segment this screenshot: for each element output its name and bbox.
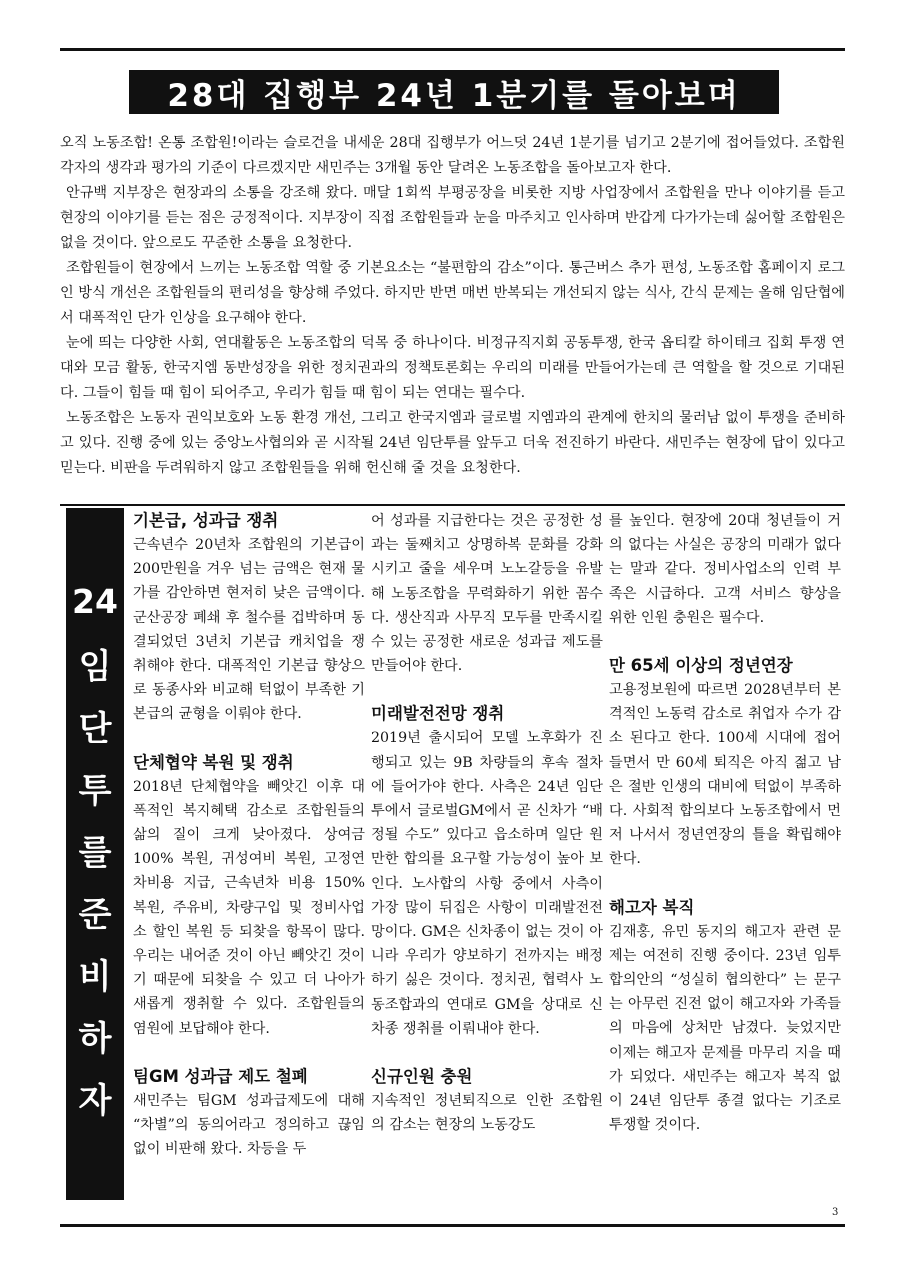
section-body-basic-pay: 근속년수 20년차 조합원의 기본급이 200만원을 겨우 넘는 금액은 현재 물가를 감안하면 현저히 낮은 금액이다. 군산공장 폐쇄 후 철수를 겁박하며 동결되었던 3년치 기본급 캐치업을 쟁취해야 한다. 대폭적인 기본급 향상으로 동종사와 비교해 턱없이 부족한 기본급의 균형을 이뤄야 한다. [133, 537, 365, 723]
section-heading-hiring: 신규인원 충원 [371, 1067, 473, 1087]
banner-char: 임 [78, 647, 112, 687]
banner-char: 단 [78, 709, 112, 749]
section-heading-reinstatement: 해고자 복직 [609, 897, 695, 917]
page-title: 28대 집행부 24년 1분기를 돌아보며 [167, 77, 741, 114]
banner-char: 투 [78, 771, 112, 811]
section-heading-cba: 단체협약 복원 및 쟁취 [133, 752, 294, 772]
vertical-banner [66, 508, 124, 1200]
section-body-team-gm: 새민주는 팀GM 성과급제도에 대해 “차별”의 동의어라고 정의하고 끊임없이 비판해 왔다. 차등을 두 [133, 1092, 365, 1158]
intro-paragraph: 안규백 지부장은 현장과의 소통을 강조해 왔다. 매달 1회씩 부평공장을 비롯한 지방 사업장에서 조합원을 만나 이야기를 듣고 현장의 이야기를 듣는 점은 긍정적이다. 지부장이 직접 조합원들과 눈을 마주치고 인사하며 반갑게 다가가는데 싫어할 조합원은 없을 것이다. 앞으로도 꾸준한 소통을 요청한다. [60, 185, 845, 251]
bottom-rule [60, 1224, 845, 1227]
banner-char: 준 [78, 895, 112, 935]
section-heading-team-gm: 팀GM 성과급 제도 철폐 [133, 1066, 308, 1086]
intro-paragraph: 조합원들이 현장에서 느끼는 노동조합 역할 중 기본요소는 “불편함의 감소”이다. 통근버스 추가 편성, 노동조합 홈페이지 로그인 방식 개선은 조합원들의 편리성을 향상해 주었다. 하지만 반면 매번 반복되는 개선되지 않는 식사, 간식 문제는 올해 임단협에서 대폭적인 단가 인상을 요구해야 한다. [60, 260, 845, 326]
title-banner [129, 70, 779, 114]
section-body-team-gm-cont: 어 성과를 지급한다는 것은 공정한 성과는 둘째치고 상명하복 문화를 강화시키고 줄을 세우며 노노갈등을 유발해 노동조합을 무력화하기 위한 꼼수다. 생산직과 사무직 모두를 만족시킬 수 있는 공정한 새로운 성과급 제도를 만들어야 한다. [371, 513, 603, 675]
banner-char: 하 [78, 1019, 112, 1059]
section-body-cba: 2018년 단체협약을 빼앗긴 이후 대폭적인 복지혜택 감소로 조합원들의 삶의 질이 크게 낮아졌다. 상여금 100% 복원, 귀성여비 복원, 고정연차비용 지급, 근속년차 비용 150% 복원, 주유비, 차량구입 및 정비사업소 할인 복원 등 되찾을 항목이 많다. 우리는 내어준 것이 아닌 빼앗긴 것이기 때문에 되찾을 수 있고 더 나아가 새롭게 쟁취할 수 있다. 조합원들의 염원에 보답해야 한다. [133, 778, 365, 1037]
banner-text [66, 636, 124, 1132]
banner-char: 를 [78, 833, 112, 873]
section-body-hiring: 지속적인 정년퇴직으로 인한 조합원의 감소는 현장의 노동강도 [371, 1093, 603, 1134]
section-divider [60, 504, 845, 506]
intro-paragraph: 눈에 띄는 다양한 사회, 연대활동은 노동조합의 덕목 중 하나이다. 비정규직지회 공동투쟁, 한국 옵티칼 하이테크 집회 투쟁 연대와 모금 활동, 한국지엠 동반성장을 위한 정치권과의 정책토론회는 우리의 미래를 만들어가는데 큰 역할을 할 것으로 기대된다. 그들이 힘들 때 힘이 되어주고, 우리가 힘들 때 힘이 되는 연대는 필수다. [60, 335, 845, 401]
section-heading-basic-pay: 기본급, 성과급 쟁취 [133, 511, 279, 530]
section-body-hiring-cont: 를 높인다. 현장에 20대 청년들이 거의 없다는 사실은 공장의 미래가 없다는 말과 같다. 정비사업소의 인력 부족은 시급하다. 고객 서비스 향상을 위한 인원 충원은 필수다. [609, 513, 841, 626]
top-rule [60, 48, 845, 51]
section-heading-retirement: 만 65세 이상의 정년연장 [609, 656, 793, 676]
intro-paragraph: 오직 노동조합! 온통 조합원!이라는 슬로건을 내세운 28대 집행부가 어느덧 24년 1분기를 넘기고 2분기에 접어들었다. 조합원 각자의 생각과 평가의 기준이 다르겠지만 새민주는 3개월 동안 달려온 노동조합을 돌아보고자 한다. [60, 135, 845, 176]
column-2 [371, 509, 603, 1137]
banner-number: 24 [72, 582, 118, 621]
intro-text [60, 131, 845, 481]
intro-paragraph: 노동조합은 노동자 권익보호와 노동 환경 개선, 그리고 한국지엠과 글로벌 지엠과의 관계에 한치의 물러남 없이 투쟁을 준비하고 있다. 진행 중에 있는 중앙노사협의와 곧 시작될 24년 임단투를 앞두고 더욱 전진하기 바란다. 새민주는 현장에 답이 있다고 믿는다. 비판을 두려워하지 않고 조합원들을 위해 헌신해 줄 것을 요청한다. [60, 410, 845, 476]
section-body-future: 2019년 출시되어 모델 노후화가 진행되고 있는 9B 차량들의 후속 절차에 들어가야 한다. 사측은 24년 임단투에서 글로벌GM에서 곧 신차가 “배정될 수도” 있다고 읍소하며 일단 원만한 합의를 요구할 가능성이 높아 보인다. 노사합의 사항 중에서 사측이 가장 많이 뒤집은 사항이 미래발전전망이다. GM은 신차종이 없는 것이 아니라 우리가 양보하기 전까지는 배정하기 싫은 것이다. 정치권, 협력사 노동조합과의 연대로 GM을 상대로 신차종 쟁취를 이뤄내야 한다. [371, 730, 603, 1037]
column-1 [133, 509, 365, 1161]
section-body-reinstatement: 김재홍, 유민 동지의 해고자 관련 문제는 여전히 진행 중이다. 23년 임투 합의안의 “성실히 협의한다” 는 문구는 아무런 진전 없이 해고자와 가족들의 마음에 상처만 남겼다. 늦었지만 이제는 해고자 문제를 마무리 지을 때가 되었다. 새민주는 해고자 복직 없이 24년 임단투 종결 없다는 기조로 투쟁할 것이다. [609, 923, 841, 1134]
page-number: 3 [832, 1207, 839, 1218]
section-heading-future: 미래발전전망 쟁취 [371, 704, 505, 724]
column-3 [609, 509, 841, 1137]
banner-char: 비 [78, 957, 112, 997]
banner-char: 자 [78, 1081, 112, 1121]
section-body-retirement: 고용정보원에 따르면 2028년부터 본격적인 노동력 감소로 취업자 수가 감소 된다고 한다. 100세 시대에 접어들면서 만 60세 퇴직은 아직 젊고 남은 절반 인생의 대비에 턱없이 부족하다. 사회적 합의보다 노동조합에서 먼저 나서서 정년연장의 틀을 확립해야 한다. [609, 682, 841, 868]
